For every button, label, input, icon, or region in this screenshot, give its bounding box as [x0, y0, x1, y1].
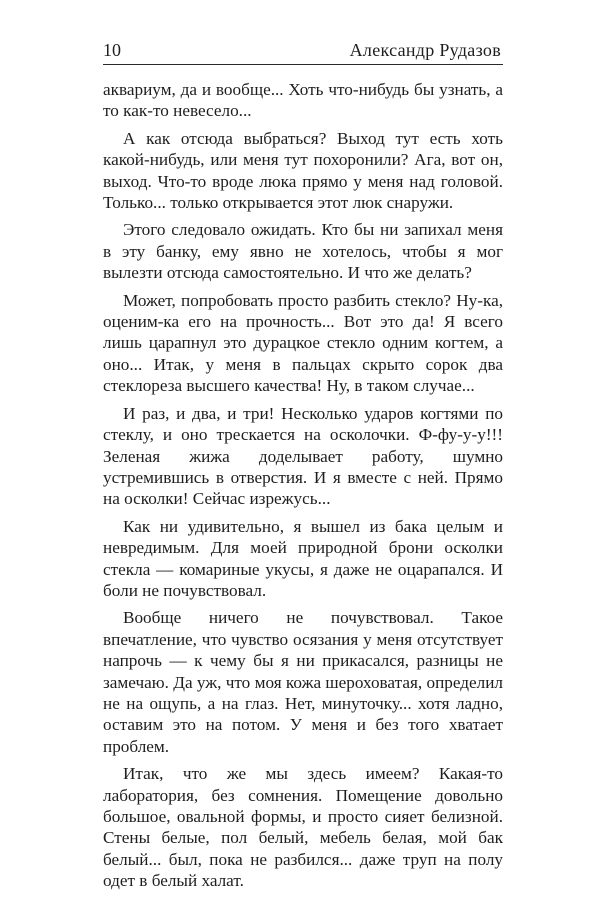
body-text	[103, 79, 503, 898]
running-header-author: Александр Рудазов	[349, 40, 501, 60]
paragraph: А как отсюда выбраться? Выход тут есть хоть какой-нибудь, или меня тут похоронили? Ага, вот он, выход. Что-то вроде люка прямо у меня над головой. Только... только открывается этот люк снаружи.	[103, 128, 503, 213]
running-header	[103, 40, 503, 65]
paragraph: Как ни удивительно, я вышел из бака целым и невредимым. Для моей природной брони осколки стекла — комариные укусы, я даже не оцарапался. И боли не почувствовал.	[103, 516, 503, 600]
paragraph: Этого следовало ожидать. Кто бы ни запихал меня в эту банку, ему явно не хотелось, чтобы я мог вылезти отсюда самостоятельно. И что же делать?	[103, 220, 503, 283]
paragraph: аквариум, да и вообще... Хоть что-нибудь бы узнать, а то как-то невесело...	[103, 80, 503, 121]
paragraph: Может, попробовать просто разбить стекло? Ну-ка, оценим-ка его на прочность... Вот это да! Я всего лишь царапнул это дурацкое стекло одним когтем, а оно... Итак, у меня в пальцах скрыто сорок два стеклореза высшего качества! Ну, в таком случае...	[103, 290, 503, 396]
paragraph: Итак, что же мы здесь имеем? Какая-то лаборатория, без сомнения. Помещение довольно большое, овальной формы, и просто сияет белизной. Стены белые, пол белый, мебель белая, мой бак белый... был, пока не разбился... даже труп на полу одет в белый халат.	[103, 764, 503, 891]
paragraph: И раз, и два, и три! Несколько ударов когтями по стеклу, и оно трескается на осколочки. Ф-фу-у-у!!! Зеленая жижа доделывает работу, шумно устремившись в отверстия. И я вместе с ней. Прямо на осколки! Сейчас изрежусь...	[103, 403, 503, 509]
page-number: 10	[103, 40, 121, 60]
paragraph: Вообще ничего не почувствовал. Такое впечатление, что чувство осязания у меня отсутствует напрочь — к чему бы я ни прикасался, разницы не замечаю. Да уж, что моя кожа шероховатая, определил не на ощупь, а на глаз. Нет, минуточку... хотя ладно, оставим это на потом. У меня и без того хватает проблем.	[103, 608, 503, 756]
